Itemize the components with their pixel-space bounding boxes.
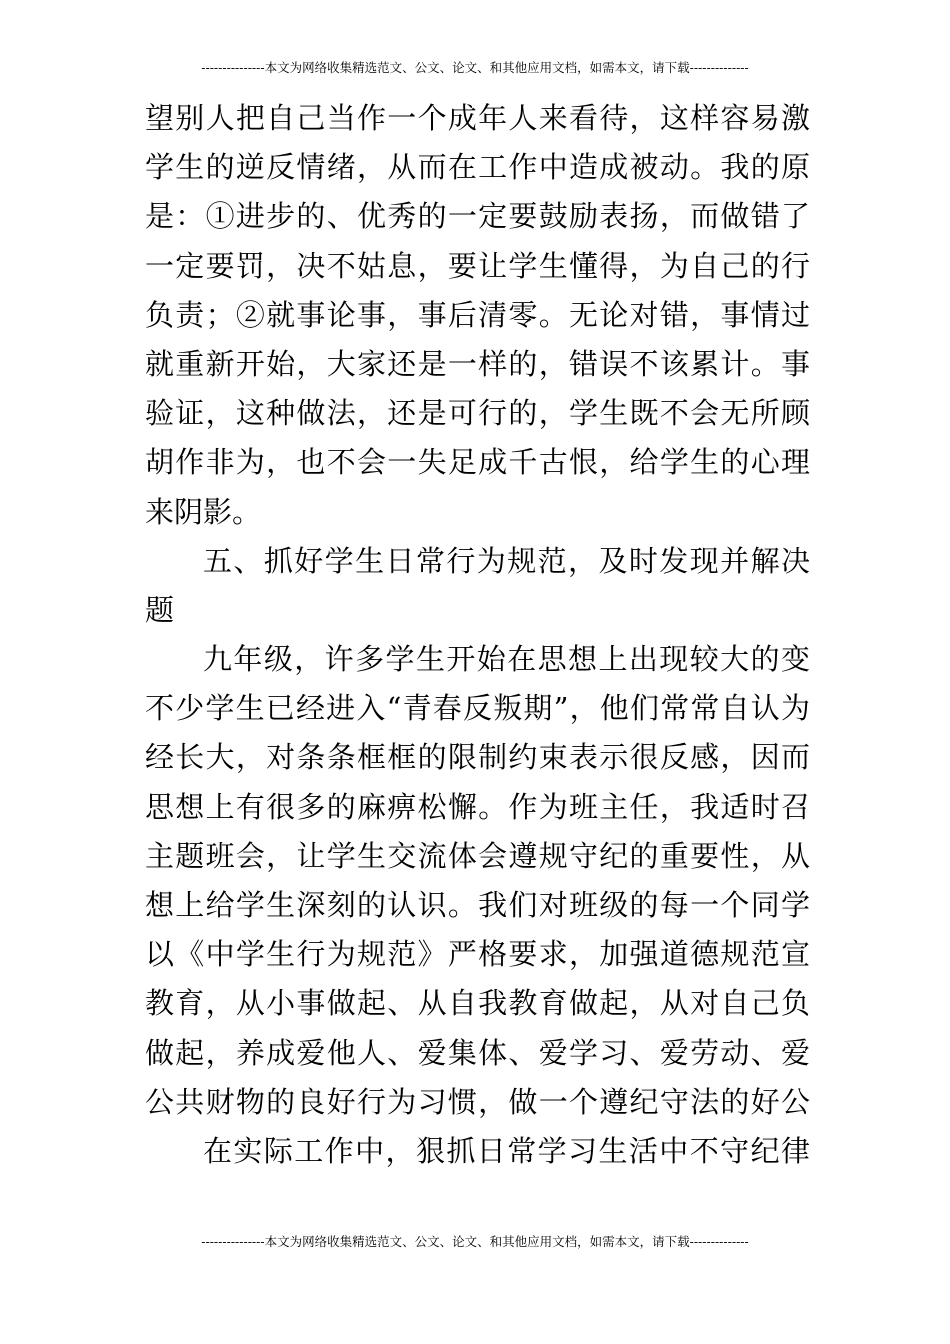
body-line: 望别人把自己当作一个成年人来看待，这样容易激 xyxy=(145,101,810,135)
body-line: 做起，养成爱他人、爱集体、爱学习、爱劳动、爱 xyxy=(145,1035,810,1070)
body-line: 胡作非为，也不会一失足成千古恨，给学生的心理 xyxy=(145,445,810,480)
body-line: 思想上有很多的麻痹松懈。作为班主任，我适时召 xyxy=(145,789,810,824)
body-line: 就重新开始，大家还是一样的，错误不该累计。事 xyxy=(145,346,810,381)
body-line: 一定要罚，决不姑息，要让学生懂得，为自己的行 xyxy=(145,248,810,283)
body-line: 负责；②就事论事，事后清零。无论对错，事情过 xyxy=(145,297,810,332)
body-line: 想上给学生深刻的认识。我们对班级的每一个同学 xyxy=(145,888,810,922)
page-header-banner: ---------------本文为网络收集精选范文、公文、论文、和其他应用文档，如需本文，请下载-------------- xyxy=(201,60,749,75)
body-line: 经长大，对条条框框的限制约束表示很反感，因而 xyxy=(145,740,810,775)
body-line: 不少学生已经进入“青春反叛期”，他们常常自认为 xyxy=(145,691,810,726)
body-line: 九年级，许多学生开始在思想上出现较大的变 xyxy=(203,642,810,677)
body-line: 主题班会，让学生交流体会遵规守纪的重要性，从 xyxy=(145,838,810,873)
body-line: 验证，这种做法，还是可行的，学生既不会无所顾 xyxy=(145,396,810,431)
section-heading: 五、抓好学生日常行为规范，及时发现并解决 xyxy=(203,543,810,578)
body-line: 教育，从小事做起、从自我教育做起，从对自己负 xyxy=(145,986,810,1021)
body-line: 是：①进步的、优秀的一定要鼓励表扬，而做错了 xyxy=(145,199,810,234)
body-line: 来阴影。 xyxy=(145,494,262,529)
document-body xyxy=(145,94,810,1176)
body-line: 在实际工作中，狠抓日常学习生活中不守纪律 xyxy=(203,1133,810,1168)
page-footer-banner: ---------------本文为网络收集精选范文、公文、论文、和其他应用文档，如需本文，请下载-------------- xyxy=(201,1234,749,1249)
section-heading-continued: 题 xyxy=(145,592,175,627)
body-line: 以《中学生行为规范》严格要求，加强道德规范宣 xyxy=(145,937,810,972)
body-line: 学生的逆反情绪，从而在工作中造成被动。我的原 xyxy=(145,150,810,185)
body-line: 公共财物的良好行为习惯，做一个遵纪守法的好公 xyxy=(145,1084,810,1119)
